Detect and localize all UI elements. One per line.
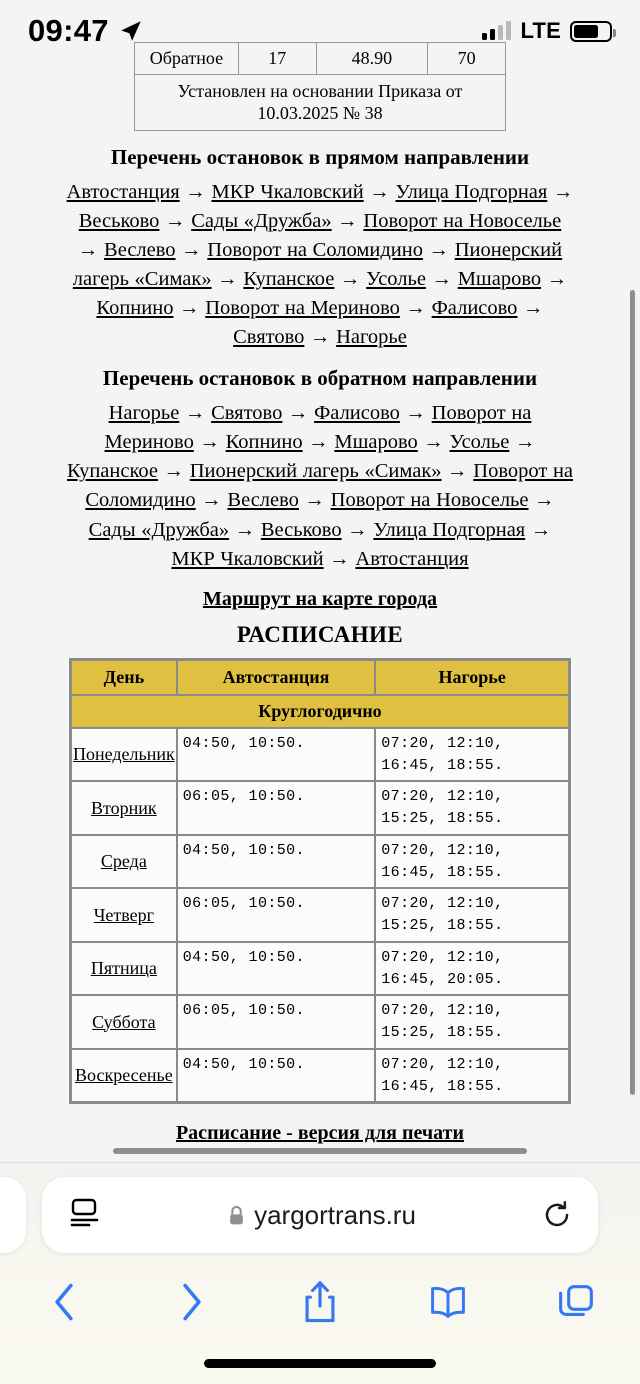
departure-times-nagorye: 07:20, 12:10, 15:25, 18:55. — [375, 888, 569, 942]
arrow-separator: → — [363, 180, 396, 203]
schedule-day-cell — [71, 995, 177, 1049]
schedule-table — [69, 658, 571, 1105]
arrow-separator: → — [331, 209, 364, 232]
arrow-separator: → — [158, 460, 190, 483]
print-version-link[interactable]: Расписание - версия для печати — [175, 1122, 465, 1145]
tabs-button[interactable] — [512, 1282, 640, 1322]
stop-link[interactable]: Поворот на Мериново — [104, 402, 532, 454]
arrow-separator: → — [195, 489, 228, 512]
info-stops-count: 17 — [238, 43, 316, 75]
arrow-separator: → — [541, 267, 568, 290]
season-row — [71, 695, 569, 728]
table-row — [135, 43, 506, 75]
clock-time: 09:47 — [28, 13, 109, 48]
route-map-link[interactable]: Маршрут на карте города — [202, 587, 438, 610]
home-indicator — [204, 1359, 436, 1368]
url-display[interactable] — [102, 1200, 542, 1231]
chevron-right-icon — [175, 1280, 209, 1324]
table-row — [71, 728, 569, 782]
arrow-separator: → — [193, 431, 226, 454]
stop-link[interactable]: Фалисово — [314, 402, 400, 425]
arrow-separator: → — [441, 460, 474, 483]
arrow-separator: → — [341, 518, 374, 541]
stop-link[interactable]: Поворот на Соломидино — [85, 460, 574, 512]
browser-toolbar — [0, 1267, 640, 1337]
departure-times-avtostanciya: 04:50, 10:50. — [177, 942, 376, 996]
stop-link[interactable]: Улица Подгорная — [395, 180, 548, 203]
address-bar[interactable] — [42, 1177, 598, 1253]
chevron-left-icon — [47, 1280, 81, 1324]
browser-chrome — [0, 1162, 640, 1384]
forward-stops-list[interactable] — [0, 178, 640, 353]
day-link[interactable]: Вторник — [91, 797, 157, 818]
stop-link[interactable]: Веськово — [260, 518, 342, 541]
day-link[interactable]: Четверг — [93, 904, 155, 925]
stop-link[interactable]: Веськово — [78, 209, 160, 232]
arrow-separator: → — [179, 402, 212, 425]
map-link-container — [0, 588, 640, 611]
print-link-container — [0, 1122, 640, 1145]
day-link[interactable]: Понедельник — [73, 744, 175, 765]
share-button[interactable] — [256, 1280, 384, 1324]
arrow-separator: → — [175, 238, 208, 261]
reader-view-icon[interactable] — [68, 1198, 102, 1233]
stop-link[interactable]: Святово — [233, 326, 305, 349]
route-info-table — [134, 42, 506, 131]
table-row — [135, 74, 506, 130]
day-link[interactable]: Пятница — [90, 958, 157, 979]
stop-link[interactable]: МКР Чкаловский — [211, 180, 364, 203]
stop-link[interactable]: Святово — [211, 402, 283, 425]
day-link[interactable]: Воскресенье — [75, 1065, 173, 1086]
tabs-icon — [557, 1282, 595, 1322]
stop-link[interactable]: Фалисово — [431, 296, 518, 319]
schedule-day-cell — [71, 1049, 177, 1103]
column-header-day: День — [71, 660, 177, 695]
adjacent-tab[interactable] — [0, 1177, 26, 1253]
info-direction: Обратное — [135, 43, 239, 75]
forward-direction-heading: Перечень остановок в прямом направлении — [110, 144, 530, 169]
schedule-title: РАСПИСАНИЕ — [236, 621, 404, 647]
column-header-avtostanciya: Автостанция — [177, 660, 376, 695]
stop-link[interactable]: Поворот на Соломидино — [207, 238, 423, 261]
arrow-separator: → — [323, 547, 356, 570]
stop-link[interactable]: Улица Подгорная — [373, 518, 526, 541]
arrow-separator: → — [211, 267, 244, 290]
back-button[interactable] — [0, 1280, 128, 1324]
departure-times-nagorye: 07:20, 12:10, 15:25, 18:55. — [375, 995, 569, 1049]
departure-times-nagorye: 07:20, 12:10, 16:45, 18:55. — [375, 1049, 569, 1103]
network-type-label: LTE — [520, 18, 561, 43]
info-order-note: Установлен на основании Приказа от 10.03.2025 № 38 — [135, 74, 506, 130]
arrow-separator: → — [517, 296, 544, 319]
stop-link[interactable]: Мшарово — [457, 267, 542, 290]
stop-link[interactable]: Автостанция — [66, 180, 180, 203]
stop-link[interactable]: Автостанция — [355, 547, 469, 570]
arrow-separator: → — [547, 180, 574, 203]
stop-link[interactable]: Сады «Дружба» — [88, 518, 230, 541]
season-label: Круглогодично — [71, 695, 569, 728]
arrow-separator: → — [528, 489, 555, 512]
bookmarks-button[interactable] — [384, 1282, 512, 1322]
departure-times-avtostanciya: 06:05, 10:50. — [177, 888, 376, 942]
stop-link[interactable]: Усолье — [366, 267, 426, 290]
book-icon — [427, 1282, 469, 1322]
day-link[interactable]: Суббота — [92, 1011, 156, 1032]
stop-link[interactable]: Нагорье — [336, 326, 407, 349]
arrow-separator: → — [304, 326, 337, 349]
arrow-separator: → — [173, 296, 206, 319]
table-row — [71, 942, 569, 996]
tab-strip — [0, 1177, 640, 1253]
arrow-separator: → — [282, 402, 315, 425]
stop-link[interactable]: Купанское — [66, 460, 158, 483]
departure-times-avtostanciya: 04:50, 10:50. — [177, 1049, 376, 1103]
departure-times-nagorye: 07:20, 12:10, 16:45, 20:05. — [375, 942, 569, 996]
info-distance: 48.90 — [316, 43, 428, 75]
lock-icon — [228, 1205, 245, 1226]
stop-link[interactable]: Поворот на Новоселье — [363, 209, 562, 232]
stop-link[interactable]: Нагорье — [108, 402, 180, 425]
share-icon — [301, 1280, 339, 1324]
schedule-day-cell — [71, 781, 177, 835]
stop-link[interactable]: Веслево — [104, 238, 176, 261]
location-arrow-icon — [118, 18, 144, 44]
stop-link[interactable]: Копнино — [225, 431, 303, 454]
departure-times-nagorye: 07:20, 12:10, 16:45, 18:55. — [375, 728, 569, 782]
backward-stops-list[interactable] — [0, 399, 640, 574]
vertical-scrollbar[interactable] — [630, 290, 635, 1095]
stop-link[interactable]: Сады «Дружба» — [191, 209, 332, 232]
table-row — [71, 835, 569, 889]
departure-times-avtostanciya: 06:05, 10:50. — [177, 995, 376, 1049]
battery-icon — [570, 21, 612, 42]
schedule-day-cell — [71, 835, 177, 889]
arrow-separator: → — [298, 489, 331, 512]
arrow-separator: → — [229, 518, 261, 541]
departure-times-avtostanciya: 06:05, 10:50. — [177, 781, 376, 835]
table-row — [71, 995, 569, 1049]
schedule-day-cell — [71, 942, 177, 996]
stop-link[interactable]: Поворот на Новоселье — [330, 489, 529, 512]
day-link[interactable]: Среда — [100, 851, 147, 872]
departure-times-nagorye: 07:20, 12:10, 15:25, 18:55. — [375, 781, 569, 835]
arrow-separator: → — [509, 431, 536, 454]
arrow-separator: → — [399, 402, 432, 425]
stop-link[interactable]: Усолье — [449, 431, 510, 454]
arrow-separator: → — [525, 518, 552, 541]
stop-link[interactable]: Веслево — [227, 489, 299, 512]
table-row — [71, 781, 569, 835]
arrow-separator: → — [77, 238, 105, 261]
arrow-separator: → — [417, 431, 450, 454]
arrow-separator: → — [399, 296, 432, 319]
stop-link[interactable]: Поворот на Мериново — [205, 296, 400, 319]
status-bar-right — [482, 18, 612, 44]
arrow-separator: → — [302, 431, 335, 454]
arrow-separator: → — [159, 209, 192, 232]
arrow-separator: → — [334, 267, 367, 290]
departure-times-avtostanciya: 04:50, 10:50. — [177, 835, 376, 889]
schedule-table-head — [71, 660, 569, 728]
stop-link[interactable]: Мшарово — [334, 431, 418, 454]
departure-times-avtostanciya: 04:50, 10:50. — [177, 728, 376, 782]
schedule-day-cell — [71, 728, 177, 782]
info-duration: 70 — [428, 43, 506, 75]
horizontal-scrollbar[interactable] — [113, 1148, 527, 1154]
table-row — [71, 1049, 569, 1103]
schedule-table-body — [71, 728, 569, 1103]
cellular-signal-icon — [482, 22, 511, 40]
backward-direction-heading: Перечень остановок в обратном направлении — [102, 366, 538, 391]
forward-button[interactable] — [128, 1280, 256, 1324]
table-header-row — [71, 660, 569, 695]
departure-times-nagorye: 07:20, 12:10, 16:45, 18:55. — [375, 835, 569, 889]
web-content[interactable] — [0, 48, 640, 1162]
arrow-separator: → — [422, 238, 455, 261]
arrow-separator: → — [179, 180, 212, 203]
stop-link[interactable]: Пионерский лагерь «Симак» — [72, 238, 563, 290]
table-row — [71, 888, 569, 942]
url-text: yargortrans.ru — [254, 1199, 416, 1230]
schedule-day-cell — [71, 888, 177, 942]
stop-link[interactable]: Пионерский лагерь «Симак» — [189, 460, 442, 483]
stop-link[interactable]: МКР Чкаловский — [171, 547, 324, 570]
stop-link[interactable]: Купанское — [243, 267, 335, 290]
stop-link[interactable]: Копнино — [96, 296, 174, 319]
column-header-nagorye: Нагорье — [375, 660, 569, 695]
arrow-separator: → — [425, 267, 458, 290]
reload-icon[interactable] — [542, 1200, 572, 1230]
